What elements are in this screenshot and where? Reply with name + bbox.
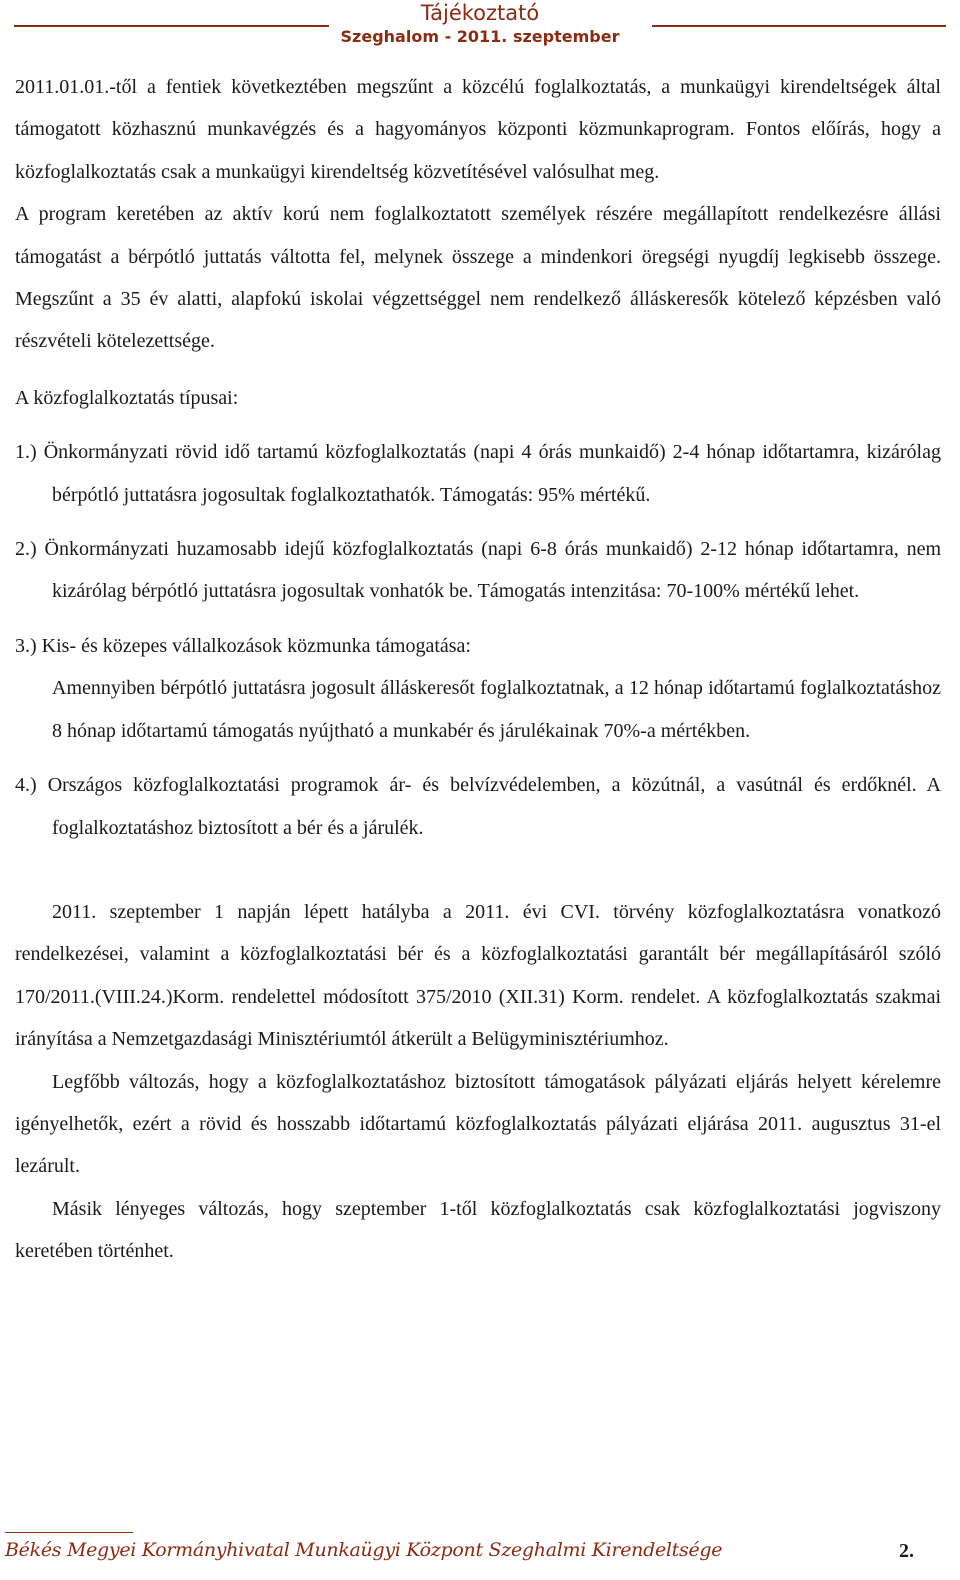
list-item-3-title: 3.) Kis- és közepes vállalkozások közmunka támogatása: — [15, 634, 471, 657]
footer-organization: Békés Megyei Kormányhivatal Munkaügyi Központ Szeghalmi Kirendeltsége — [5, 1539, 723, 1561]
document-body — [15, 66, 941, 1273]
paragraph-main-change: Legfőbb változás, hogy a közfoglalkoztatáshoz biztosított támogatások pályázati eljárás helyett kérelemre igényelhetők, ezért a rövid és hosszabb időtartamú közfoglalkoztatás pályázati eljárása 2011. augusztus 31-el lezárult. — [15, 1070, 941, 1178]
header-title: Tájékoztató — [420, 1, 540, 25]
paragraph-program: A program keretében az aktív korú nem foglalkoztatott személyek részére megállapított rendelkezésre állási támogatást a bérpótló juttatás váltotta fel, melynek összege a mindenkori öregségi nyugdíj legkisebb összege. Megszűnt a 35 év alatti, alapfokú iskolai végzettséggel nem rendelkező álláskeresők kötelező képzésben való részvételi kötelezettsége. — [15, 203, 941, 353]
paragraph-other-change: Másik lényeges változás, hogy szeptember 1-től közfoglalkoztatás csak közfoglalkoztatási jogviszony keretében történhet. — [15, 1197, 941, 1263]
paragraph-intro: 2011.01.01.-től a fentiek következtében megszűnt a közcélú foglalkoztatás, a munkaügyi kirendeltségek által támogatott közhasznú munkavégzés és a hagyományos központi közmunkaprogram. Fontos előírás, hogy a közfoglalkoztatás csak a munkaügyi kirendeltség közvetítésével valósulhat meg. — [15, 76, 941, 183]
page-number: 2. — [899, 1540, 914, 1562]
header-subtitle: Szeghalom - 2011. szeptember — [340, 27, 620, 46]
types-heading: A közfoglalkoztatás típusai: — [15, 386, 239, 409]
footer-rule — [5, 1532, 133, 1533]
list-item-3-body: Amennyiben bérpótló juttatásra jogosult álláskeresőt foglalkoztatnak, a 12 hónap időtartamú foglalkoztatáshoz 8 hónap időtartamú támogatás nyújtható a munkabér és járulékainak 70%-a mértékben. — [52, 677, 941, 742]
paragraph-law: 2011. szeptember 1 napján lépett hatályba a 2011. évi CVI. törvény közfoglalkoztatásra vonatkozó rendelkezései, valamint a közfoglalkoztatási bér és a közfoglalkoztatási garantált bér megállapításáról szóló 170/2011.(VIII.24.)Korm. rendelettel módosított 375/2010 (XII.31) Korm. rendelet. A közfoglalkoztatás szakmai irányítása a Nemzetgazdasági Minisztériumtól átkerült a Belügyminisztériumhoz. — [15, 900, 941, 1051]
list-item-2: 2.) Önkormányzati huzamosabb idejű közfoglalkoztatás (napi 6-8 órás munkaidő) 2-12 hónap időtartamra, nem kizárólag bérpótló juttatásra jogosultak vonhatók be. Támogatás intenzitása: 70-100% mértékű lehet. — [15, 538, 941, 603]
list-item-1: 1.) Önkormányzati rövid idő tartamú közfoglalkoztatás (napi 4 órás munkaidő) 2-4 hónap időtartamra, kizárólag bérpótló juttatásra jogosultak foglalkoztathatók. Támogatás: 95% mértékű. — [15, 441, 941, 506]
list-item-4: 4.) Országos közfoglalkoztatási programok ár- és belvízvédelemben, a közútnál, a vasútnál és erdőknél. A foglalkoztatáshoz biztosított a bér és a járulék. — [15, 774, 941, 839]
